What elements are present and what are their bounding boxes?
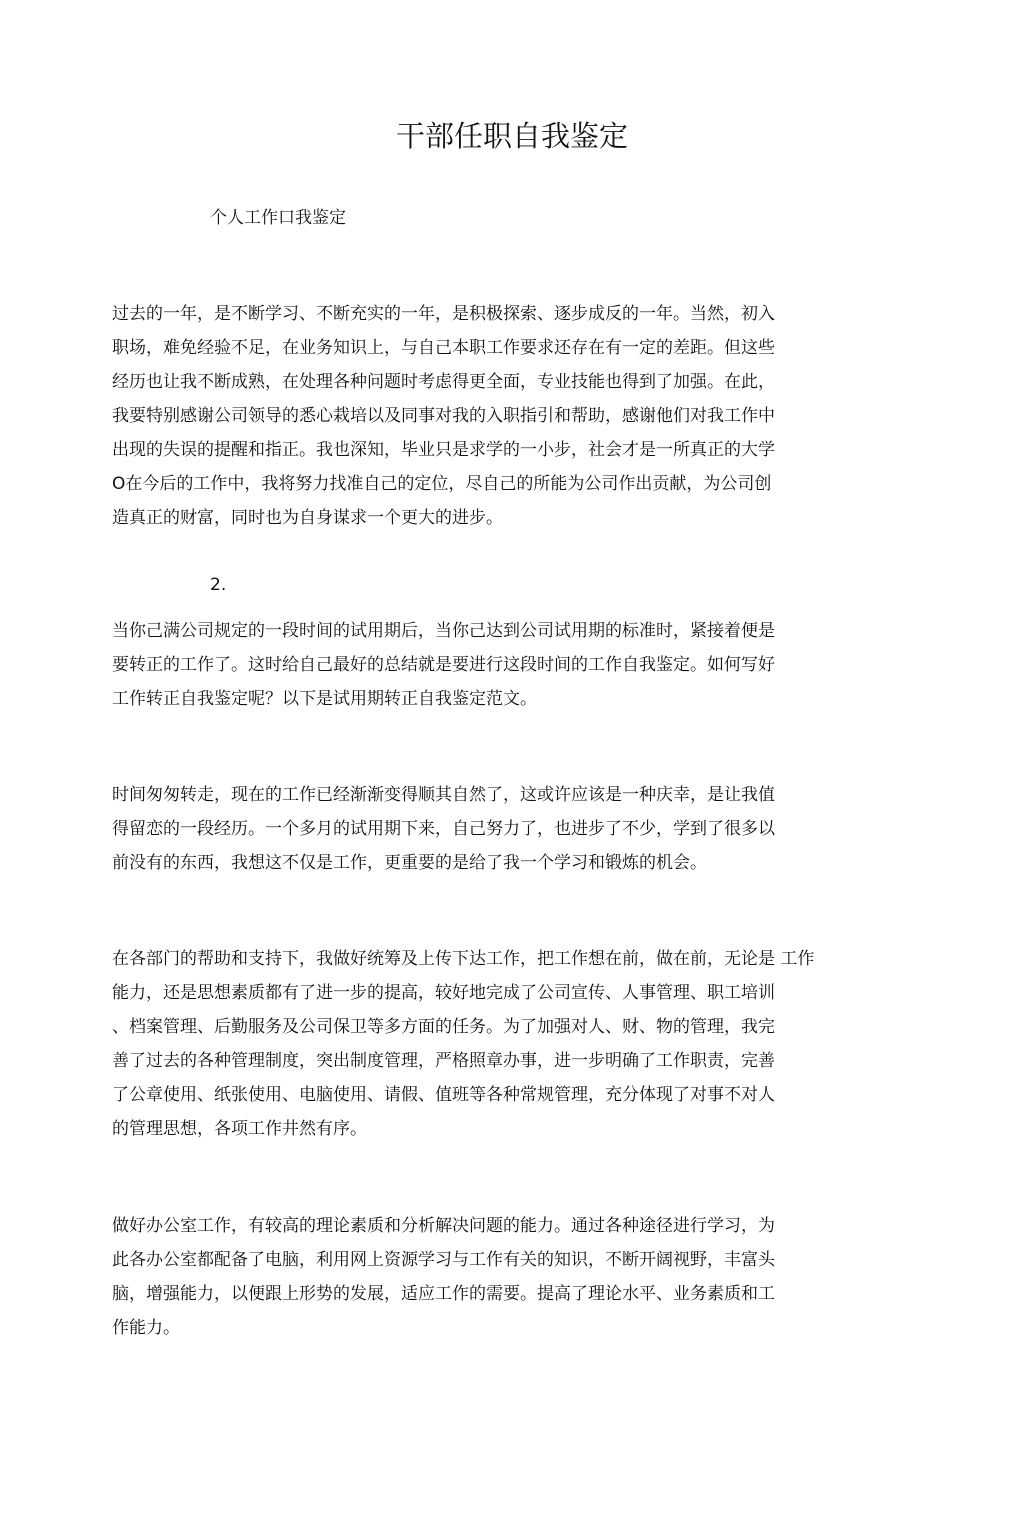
paragraph-1: [112, 297, 912, 535]
paragraph-line: 出现的失误的提醒和指正。我也深知，毕业只是求学的一小步，社会才是一所真正的大学: [112, 440, 775, 460]
paragraph-line: 当你己满公司规定的一段时间的试用期后，当你己达到公司试用期的标准时，紧接着便是: [112, 621, 775, 641]
paragraph-3: [112, 778, 912, 880]
paragraph-line: O在今后的工作中，我将努力找准自己的定位，尽自己的所能为公司作出贡献，为公司创: [112, 474, 772, 494]
paragraph-line: 造真正的财富，同时也为自身谋求一个更大的进步。: [112, 508, 503, 528]
paragraph-line: 得留恋的一段经历。一个多月的试用期下来，自己努力了，也进步了不少，学到了很多以: [112, 819, 775, 839]
paragraph-line: 要转正的工作了。这时给自己最好的总结就是要进行这段时间的工作自我鉴定。如何写好: [112, 655, 775, 675]
section-number: 2.: [210, 575, 227, 595]
paragraph-line: 我要特别感谢公司领导的悉心栽培以及同事对我的入职指引和帮助，感谢他们对我工作中: [112, 406, 775, 426]
paragraph-line: 做好办公室工作，有较高的理论素质和分析解决问题的能力。通过各种途径进行学习，为: [112, 1216, 775, 1236]
paragraph-line: 脑，增强能力，以便跟上形势的发展，适应工作的需要。提高了理论水平、业务素质和工: [112, 1284, 775, 1304]
paragraph-2: [112, 614, 912, 716]
paragraph-line: 时间匆匆转走，现在的工作已经渐渐变得顺其自然了，这或许应该是一种庆幸，是让我值: [112, 785, 775, 805]
document-subtitle: 个人工作口我鉴定: [210, 208, 346, 228]
paragraph-4: [112, 942, 912, 1146]
paragraph-line: 经历也让我不断成熟，在处理各种问题时考虑得更全面，专业技能也得到了加强。在此，: [112, 372, 775, 392]
paragraph-line: 过去的一年，是不断学习、不断充实的一年，是积极探索、逐步成反的一年。当然，初入: [112, 304, 775, 324]
paragraph-line: 了公章使用、纸张使用、电脑使用、请假、值班等各种常规管理，充分体现了对事不对人: [112, 1085, 775, 1105]
paragraph-line: 、档案管理、后勤服务及公司保卫等多方面的任务。为了加强对人、财、物的管理，我完: [112, 1017, 775, 1037]
paragraph-line: 工作转正自我鉴定呢？以下是试用期转正自我鉴定范文。: [112, 689, 537, 709]
paragraph-5: [112, 1209, 912, 1345]
paragraph-line: 在各部门的帮助和支持下，我做好统筹及上传下达工作，把工作想在前，做在前，无论是 工作: [112, 949, 815, 969]
paragraph-line: 能力，还是思想素质都有了进一步的提高，较好地完成了公司宣传、人事管理、职工培训: [112, 983, 775, 1003]
paragraph-line: 职场，难免经验不足，在业务知识上，与自己本职工作要求还存在有一定的差距。但这些: [112, 338, 775, 358]
paragraph-line: 前没有的东西，我想这不仅是工作，更重要的是给了我一个学习和锻炼的机会。: [112, 853, 707, 873]
paragraph-line: 此各办公室都配备了电脑，利用网上资源学习与工作有关的知识，不断开阔视野，丰富头: [112, 1250, 775, 1270]
paragraph-line: 的管理思想，各项工作井然有序。: [112, 1119, 367, 1139]
paragraph-line: 善了过去的各种管理制度，突出制度管理，严格照章办事，进一步明确了工作职责，完善: [112, 1051, 775, 1071]
document-title: 干部任职自我鉴定: [395, 119, 628, 153]
paragraph-line: 作能力。: [112, 1318, 180, 1338]
